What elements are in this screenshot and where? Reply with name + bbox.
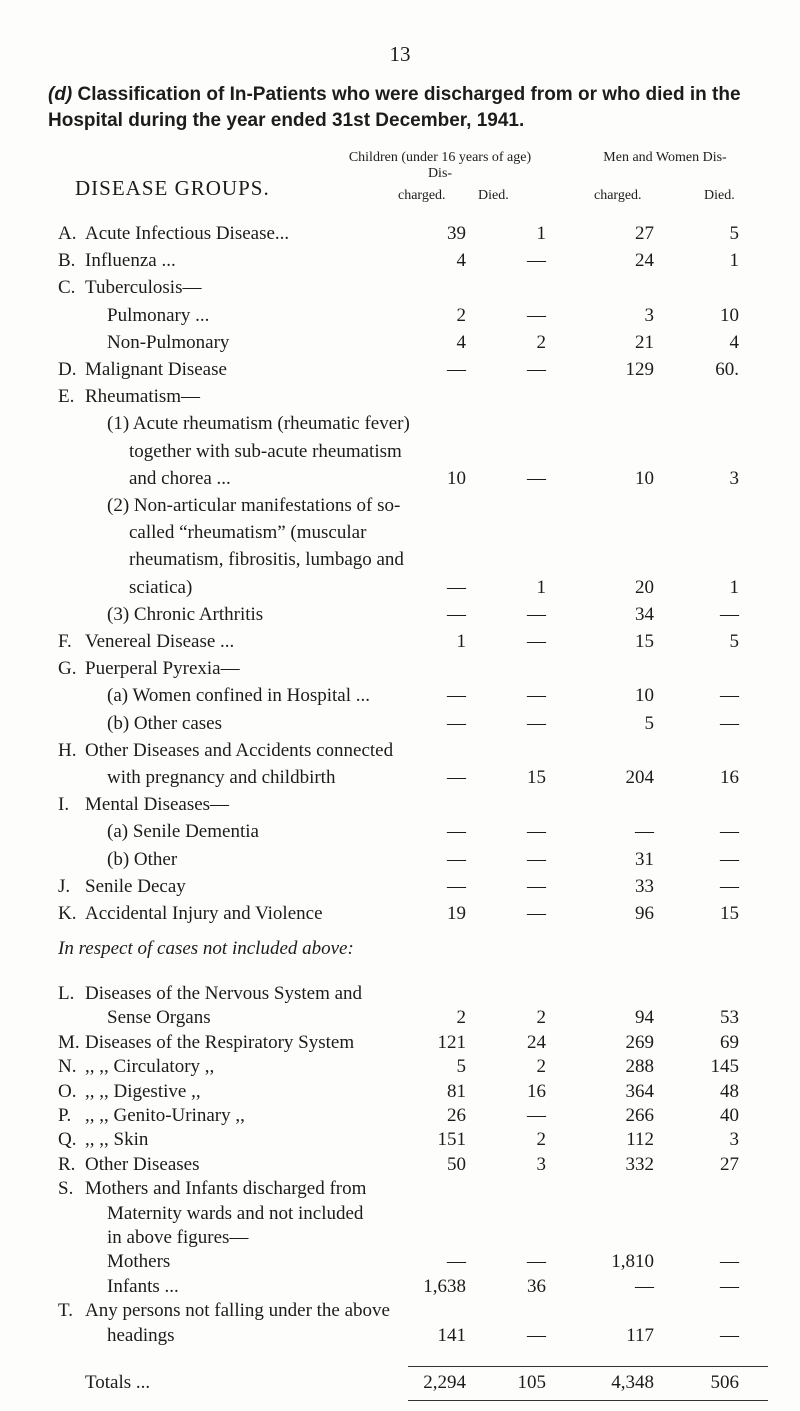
totals-children-discharged: 2,294 — [423, 1372, 466, 1393]
cell-adults-discharged: 364 — [625, 1080, 654, 1102]
cell-adults-died: — — [720, 1275, 739, 1297]
table-row — [0, 604, 800, 630]
cell-children-died: — — [527, 1324, 546, 1346]
header-adults-discharged: charged. — [594, 188, 642, 203]
title-prefix: (d) — [48, 84, 73, 105]
table-row — [0, 658, 800, 684]
table-row — [0, 549, 800, 575]
table-row — [0, 305, 800, 331]
cell-adults-died: 5 — [729, 223, 739, 244]
row-letter: D. — [58, 359, 77, 380]
cell-children-discharged: 19 — [447, 903, 466, 924]
row-label: ,, ,, Circulatory ,, — [85, 1056, 215, 1078]
cell-children-died: 16 — [527, 1080, 546, 1102]
table-row — [0, 250, 800, 276]
cell-adults-died: 1 — [729, 250, 739, 272]
table-row — [0, 522, 800, 548]
cell-adults-died: — — [720, 603, 739, 625]
table-row — [0, 821, 800, 847]
cell-children-died: — — [527, 603, 546, 625]
row-letter: Q. — [58, 1129, 77, 1151]
cell-children-discharged: — — [447, 875, 466, 897]
cell-children-died: — — [527, 875, 546, 897]
row-label: rheumatism, fibrositis, lumbago and — [129, 549, 404, 571]
header-adults-died: Died. — [704, 188, 735, 203]
cell-children-died: — — [527, 250, 546, 272]
row-label: Diseases of the Respiratory System — [85, 1031, 355, 1053]
cell-children-discharged: — — [447, 576, 466, 598]
cell-adults-died: — — [720, 1251, 739, 1273]
cell-children-discharged: — — [447, 359, 466, 380]
title-text: Classification of In-Patients who were discharged from or who died in the Hospital during the year ended 31st December, 1941. — [48, 84, 741, 131]
table-row — [0, 631, 800, 657]
cell-adults-discharged: 129 — [625, 359, 654, 380]
cell-children-died: 2 — [536, 1007, 546, 1029]
row-label: (3) Chronic Arthritis — [107, 603, 264, 625]
cell-children-discharged: 2 — [456, 1007, 466, 1029]
row-letter: R. — [58, 1153, 76, 1175]
row-label: Influenza ... — [85, 250, 176, 272]
cell-adults-discharged: 112 — [626, 1129, 654, 1151]
cell-adults-discharged: 3 — [644, 304, 654, 326]
row-letter: M. — [58, 1031, 80, 1053]
cell-adults-discharged: 31 — [635, 848, 654, 870]
cell-adults-discharged: 33 — [635, 875, 654, 897]
row-label: ,, ,, Skin — [85, 1129, 149, 1151]
row-label: Sense Organs — [107, 1007, 211, 1029]
row-label: in above figures— — [107, 1227, 249, 1248]
cell-adults-died: 27 — [720, 1153, 739, 1175]
table-row — [0, 1203, 800, 1229]
row-letter: N. — [58, 1056, 77, 1078]
table-row — [0, 1056, 800, 1082]
row-label: Maternity wards and not included — [107, 1202, 364, 1224]
row-label: (a) Senile Dementia — [107, 821, 259, 843]
cell-adults-died: 48 — [720, 1080, 739, 1102]
row-label: Mothers — [107, 1251, 171, 1273]
table-row — [0, 1105, 800, 1131]
table-row — [0, 685, 800, 711]
header-adults: Men and Women Dis- — [603, 150, 727, 165]
row-label: Accidental Injury and Violence — [85, 903, 323, 924]
table-row — [0, 1081, 800, 1107]
row-label: Acute Infectious Disease... — [85, 223, 290, 244]
cell-adults-died: 16 — [720, 767, 739, 788]
cell-adults-discharged: 10 — [635, 467, 654, 489]
cell-children-died: 3 — [536, 1153, 546, 1175]
table-row — [0, 740, 800, 766]
row-letter: F. — [58, 631, 72, 652]
cell-children-died: 24 — [527, 1031, 546, 1053]
cell-adults-discharged: 34 — [635, 603, 654, 625]
table-row — [0, 468, 800, 494]
cell-children-discharged: 50 — [447, 1153, 466, 1175]
table-row — [0, 713, 800, 739]
cell-children-died: — — [527, 359, 546, 380]
cell-children-died: 36 — [527, 1275, 546, 1297]
cell-children-discharged: 4 — [456, 331, 466, 353]
cell-adults-died: 3 — [729, 467, 739, 489]
cell-adults-died: 3 — [729, 1129, 739, 1151]
table-row — [0, 1227, 800, 1253]
cell-adults-died: 1 — [729, 576, 739, 598]
table-row — [0, 1276, 800, 1302]
cell-adults-died: — — [720, 1324, 739, 1346]
row-label: Diseases of the Nervous System and — [85, 983, 363, 1004]
cell-adults-died: 4 — [729, 331, 739, 353]
table-row — [0, 495, 800, 521]
totals-adults-died: 506 — [710, 1372, 739, 1393]
row-label: Mothers and Infants discharged from — [85, 1178, 367, 1200]
cell-adults-died: — — [720, 821, 739, 843]
row-label: (1) Acute rheumatism (rheumatic fever) — [107, 413, 410, 435]
totals-rule-bottom — [408, 1400, 768, 1401]
header-children-discharged: charged. — [398, 188, 446, 203]
cell-children-discharged: — — [447, 712, 466, 734]
totals-rule-top — [408, 1366, 768, 1367]
cell-adults-discharged: 288 — [625, 1056, 654, 1078]
cell-adults-died: 10 — [720, 304, 739, 326]
row-label: headings — [107, 1324, 175, 1346]
table-row — [0, 983, 800, 1009]
cell-children-discharged: 121 — [437, 1031, 466, 1053]
cell-adults-died: — — [720, 685, 739, 707]
cell-adults-died: 145 — [710, 1056, 739, 1078]
cell-adults-discharged: 27 — [635, 223, 654, 244]
row-label: Other Diseases and Accidents connected — [85, 739, 394, 761]
cell-adults-discharged: 117 — [626, 1324, 654, 1346]
row-label: Puerperal Pyrexia— — [85, 658, 240, 680]
header-disease-groups: DISEASE GROUPS. — [75, 176, 270, 200]
row-label: Rheumatism— — [85, 386, 201, 408]
cell-children-died: — — [527, 304, 546, 326]
row-label: Senile Decay — [85, 875, 186, 897]
table-row — [0, 794, 800, 820]
cell-children-died: — — [527, 631, 546, 652]
row-letter: G. — [58, 658, 77, 680]
row-label: Venereal Disease ... — [85, 631, 235, 652]
cell-children-discharged: 39 — [447, 223, 466, 244]
cell-adults-discharged: 1,810 — [611, 1251, 654, 1273]
cell-adults-discharged: 266 — [625, 1105, 654, 1126]
totals-row — [0, 1372, 800, 1398]
table-row — [0, 1178, 800, 1204]
cell-children-discharged: 1,638 — [423, 1275, 466, 1297]
table-row — [0, 849, 800, 875]
cell-children-discharged: 2 — [456, 304, 466, 326]
table-row — [0, 223, 800, 249]
table-row — [0, 1251, 800, 1277]
row-letter: S. — [58, 1178, 74, 1200]
row-label: sciatica) — [129, 576, 193, 598]
row-letter: I. — [58, 794, 70, 816]
cell-children-discharged: — — [447, 767, 466, 788]
table-row — [0, 1007, 800, 1033]
row-letter: A. — [58, 223, 77, 244]
row-label: (b) Other — [107, 848, 178, 870]
cell-adults-died: — — [720, 712, 739, 734]
table-row — [0, 903, 800, 929]
cell-children-died: 2 — [536, 331, 546, 353]
cell-adults-discharged: 204 — [625, 767, 654, 788]
row-letter: J. — [58, 875, 71, 897]
cell-children-died: 2 — [536, 1129, 546, 1151]
cell-children-discharged: — — [447, 821, 466, 843]
cell-adults-died: 53 — [720, 1007, 739, 1029]
table-row — [0, 332, 800, 358]
row-label: Any persons not falling under the above — [85, 1300, 390, 1322]
cell-children-died: 1 — [536, 576, 546, 598]
table-row — [0, 441, 800, 467]
cell-children-discharged: 81 — [447, 1080, 466, 1102]
cell-adults-discharged: — — [635, 821, 654, 843]
cell-adults-discharged: 21 — [635, 331, 654, 353]
cell-children-died: — — [527, 903, 546, 924]
row-label: Infants ... — [107, 1275, 179, 1297]
row-label: ,, ,, Genito-Urinary ,, — [85, 1105, 245, 1126]
row-letter: H. — [58, 739, 77, 761]
table-row — [0, 767, 800, 793]
table-row — [0, 876, 800, 902]
row-label: Tuberculosis— — [85, 277, 202, 299]
table-row — [0, 413, 800, 439]
table-row — [0, 277, 800, 303]
row-label: (a) Women confined in Hospital ... — [107, 685, 371, 707]
header-children-died: Died. — [478, 188, 509, 203]
row-label: together with sub-acute rheumatism — [129, 440, 402, 462]
cell-children-discharged: 4 — [456, 250, 466, 272]
cell-children-discharged: — — [447, 848, 466, 870]
cell-children-died: — — [527, 685, 546, 707]
cell-children-discharged: 141 — [437, 1324, 466, 1346]
cell-children-discharged: 151 — [437, 1129, 466, 1151]
table-title — [48, 82, 768, 134]
table-row — [0, 1325, 800, 1351]
row-letter: O. — [58, 1080, 77, 1102]
cell-adults-discharged: 5 — [644, 712, 654, 734]
page-number: 13 — [389, 42, 411, 66]
header-children: Children (under 16 years of age) Dis- — [348, 150, 532, 181]
table-row — [0, 1300, 800, 1326]
row-label: Mental Diseases— — [85, 794, 230, 816]
cell-children-discharged: — — [447, 603, 466, 625]
table-row — [0, 1129, 800, 1155]
row-letter: C. — [58, 277, 76, 299]
row-label: called “rheumatism” (muscular — [129, 522, 367, 544]
row-letter: B. — [58, 250, 76, 272]
cell-adults-discharged: 10 — [635, 685, 654, 707]
cell-adults-died: 60. — [715, 359, 739, 380]
row-letter: T. — [58, 1300, 73, 1322]
row-label: and chorea ... — [129, 467, 231, 489]
cell-children-discharged: 10 — [447, 467, 466, 489]
cell-children-died: 1 — [536, 223, 546, 244]
cell-children-discharged: 26 — [447, 1105, 466, 1126]
cell-children-died: 2 — [536, 1056, 546, 1078]
cell-children-died: — — [527, 821, 546, 843]
cell-adults-discharged: 24 — [635, 250, 654, 272]
cell-children-discharged: — — [447, 685, 466, 707]
row-label: ,, ,, Digestive ,, — [85, 1080, 201, 1102]
cell-adults-discharged: 94 — [635, 1007, 654, 1029]
cell-children-discharged: — — [447, 1251, 466, 1273]
cell-adults-discharged: — — [635, 1275, 654, 1297]
row-label: Non-Pulmonary — [107, 331, 230, 353]
cell-adults-died: 5 — [729, 631, 739, 652]
row-letter: E. — [58, 386, 75, 408]
cell-children-died: — — [527, 712, 546, 734]
row-label: Malignant Disease — [85, 359, 227, 380]
cell-adults-died: — — [720, 848, 739, 870]
table-row — [0, 386, 800, 412]
row-label: with pregnancy and childbirth — [107, 767, 336, 788]
totals-children-died: 105 — [517, 1372, 546, 1393]
cell-children-discharged: 1 — [456, 631, 466, 652]
cell-adults-discharged: 332 — [625, 1153, 654, 1175]
row-label: Other Diseases — [85, 1153, 200, 1175]
cell-adults-discharged: 15 — [635, 631, 654, 652]
row-letter: L. — [58, 983, 75, 1004]
cell-children-died: — — [527, 1105, 546, 1126]
totals-adults-discharged: 4,348 — [611, 1372, 654, 1393]
cell-children-died: 15 — [527, 767, 546, 788]
row-label: Pulmonary ... — [107, 304, 210, 326]
row-label: (b) Other cases — [107, 712, 223, 734]
cell-adults-died: 15 — [720, 903, 739, 924]
row-letter: K. — [58, 903, 77, 924]
row-letter: P. — [58, 1105, 72, 1126]
cell-children-died: — — [527, 467, 546, 489]
cell-adults-discharged: 96 — [635, 903, 654, 924]
cell-children-discharged: 5 — [456, 1056, 466, 1078]
table-row — [0, 1032, 800, 1058]
table-row — [0, 577, 800, 603]
table-row — [0, 359, 800, 385]
cell-adults-discharged: 20 — [635, 576, 654, 598]
cell-adults-died: 40 — [720, 1105, 739, 1126]
table-row — [0, 1154, 800, 1180]
cell-adults-discharged: 269 — [625, 1031, 654, 1053]
row-label: (2) Non-articular manifestations of so- — [107, 495, 401, 516]
note-not-included: In respect of cases not included above: — [58, 938, 354, 959]
cell-children-died: — — [527, 1251, 546, 1273]
totals-label: Totals ... — [85, 1372, 151, 1393]
cell-adults-died: — — [720, 875, 739, 897]
cell-adults-died: 69 — [720, 1031, 739, 1053]
cell-children-died: — — [527, 848, 546, 870]
